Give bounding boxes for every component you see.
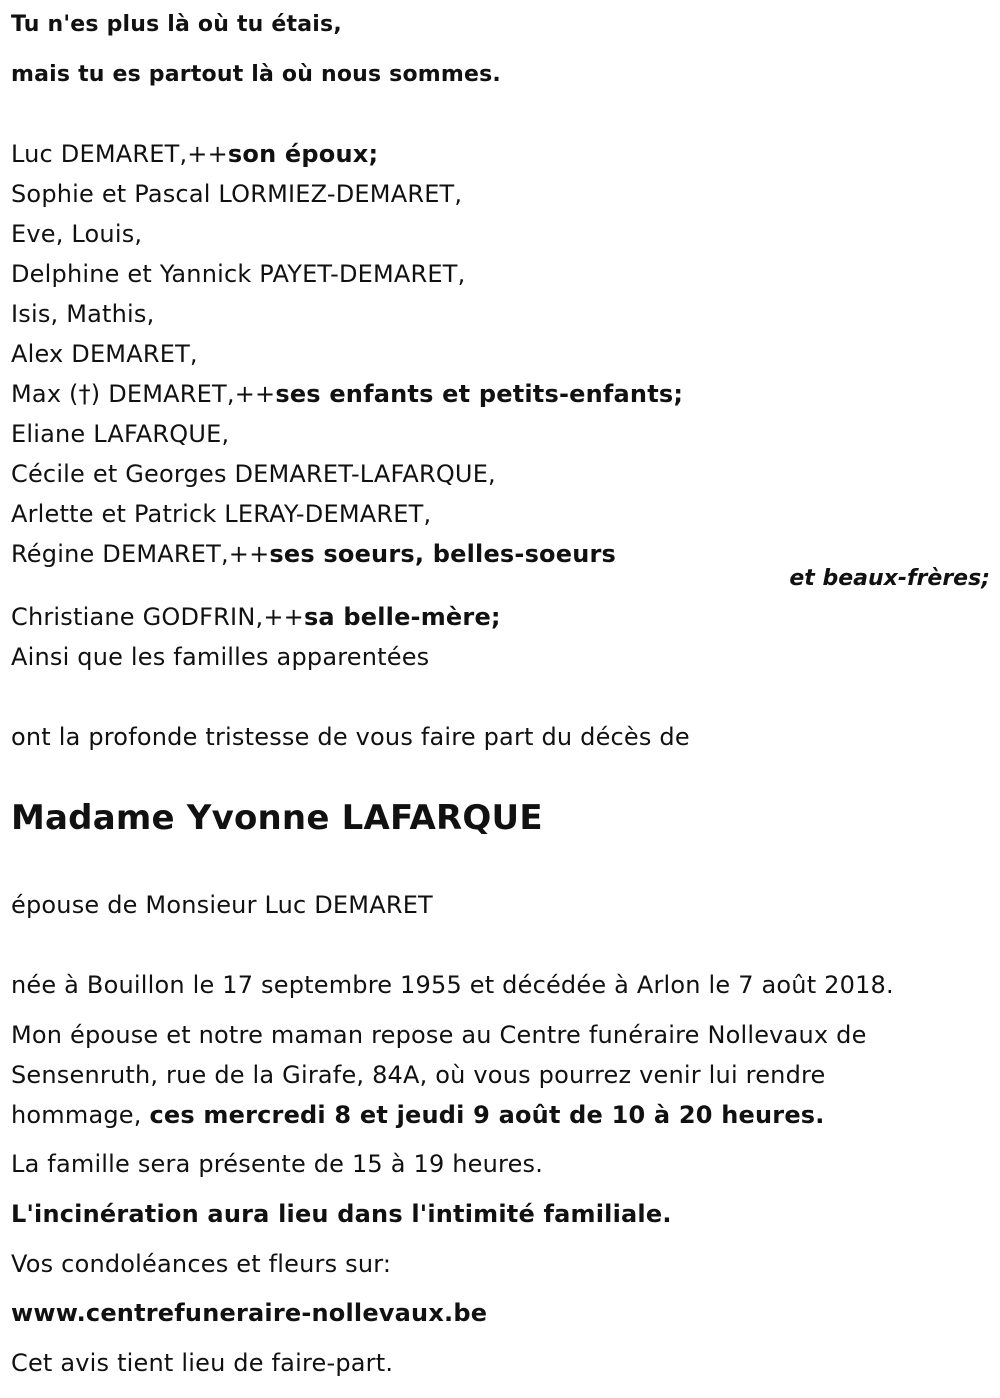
website-link[interactable]: www.centrefuneraire-nollevaux.be [11,1299,488,1327]
family-line: Eliane LAFARQUE, [11,420,230,448]
family-name: Luc DEMARET, [11,140,188,168]
visit-line-3 [11,1100,825,1130]
family-presence: La famille sera présente de 15 à 19 heures. [11,1150,544,1178]
verse-line-2: mais tu es partout là où nous sommes. [11,62,501,87]
family-role: sa belle-mère; [303,603,501,631]
cremation-notice: L'incinération aura lieu dans l'intimité familiale. [11,1200,672,1228]
family-role: ses soeurs, belles-soeurs [269,540,617,568]
family-line [11,539,616,569]
family-line: Alex DEMARET, [11,340,198,368]
family-name: Christiane GODFRIN, [11,603,264,631]
verse-line-1: Tu n'es plus là où tu étais, [11,12,342,37]
visit-hours: ces mercredi 8 et jeudi 9 août de 10 à 20 heures. [149,1101,825,1129]
closing-line: Cet avis tient lieu de faire-part. [11,1349,394,1377]
birth-death-dates: née à Bouillon le 17 septembre 1955 et décédée à Arlon le 7 août 2018. [11,971,894,999]
family-line: Eve, Louis, [11,220,143,248]
separator: ++ [263,603,304,631]
separator: ++ [187,140,228,168]
family-name: Max (†) DEMARET, [11,380,235,408]
visit-line-1: Mon épouse et notre maman repose au Centre funéraire Nollevaux de [11,1021,867,1049]
family-line: Cécile et Georges DEMARET-LAFARQUE, [11,460,496,488]
spouse-line: épouse de Monsieur Luc DEMARET [11,891,433,919]
separator: ++ [234,380,276,408]
family-line: Isis, Mathis, [11,300,155,328]
family-name: Régine DEMARET, [11,540,229,568]
visit-line-2: Sensenruth, rue de la Girafe, 84A, où vous pourrez venir lui rendre [11,1061,826,1089]
family-line: Delphine et Yannick PAYET-DEMARET, [11,260,466,288]
family-line [11,139,378,169]
condolences-label: Vos condoléances et fleurs sur: [11,1250,392,1278]
family-role-continuation: et beaux-frères; [789,566,990,591]
family-line: Ainsi que les familles apparentées [11,643,430,671]
family-line [11,602,501,632]
visit-prefix: hommage, [11,1101,142,1129]
deceased-name: Madame Yvonne LAFARQUE [11,798,543,838]
family-line [11,379,683,409]
separator: ++ [228,540,270,568]
family-role: ses enfants et petits-enfants; [275,380,684,408]
family-role: son époux; [227,140,379,168]
family-line: Arlette et Patrick LERAY-DEMARET, [11,500,432,528]
family-line: Sophie et Pascal LORMIEZ-DEMARET, [11,180,463,208]
announcement: ont la profonde tristesse de vous faire part du décès de [11,723,690,751]
